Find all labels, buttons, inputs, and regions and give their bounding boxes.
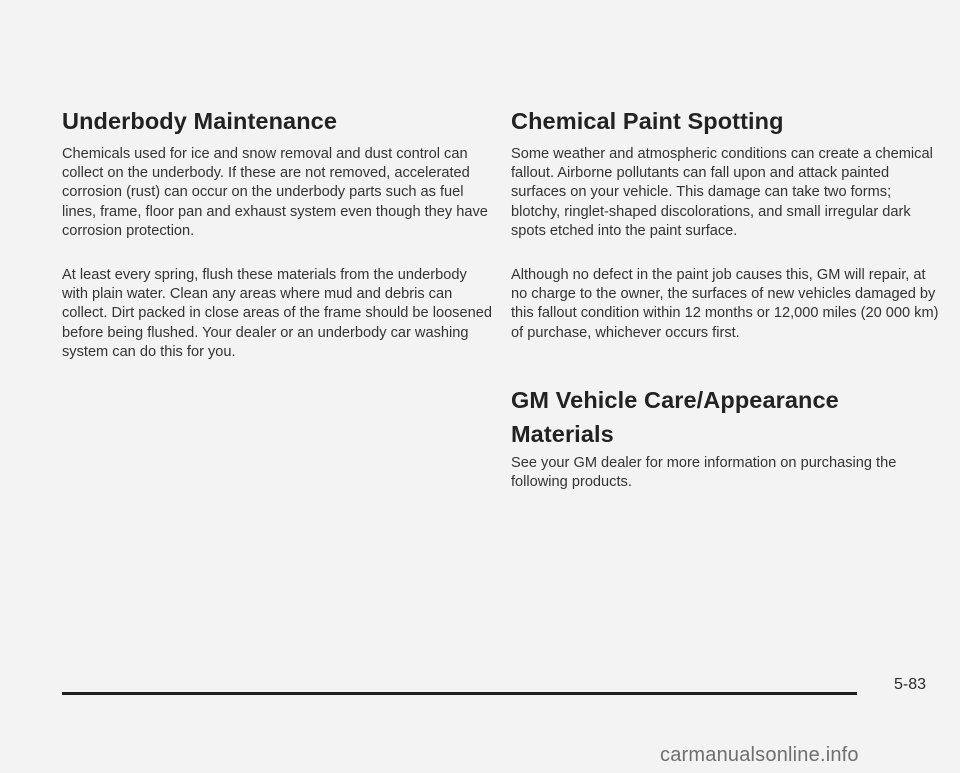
underbody-maintenance-heading: Underbody Maintenance (62, 108, 338, 134)
chemical-paragraph-2: Although no defect in the paint job causes this, GM will repair, at no charge to the owner, the surfaces of new vehicles damaged by this fallout condition within 12 months or 12,000 miles (20 000 km) of purchase, whichever occurs first. (511, 267, 939, 341)
site-watermark: carmanualsonline.info (660, 744, 859, 766)
care-materials-heading: GM Vehicle Care/Appearance Materials (511, 387, 839, 447)
underbody-paragraph-2: At least every spring, flush these materials from the underbody with plain water. Clean any areas where mud and debris can collect. Dirt packed in close areas of the frame should be loosened before being flushed. Your dealer or an underbody car washing system can do this for you. (62, 267, 492, 360)
page-number: 5-83 (894, 676, 927, 693)
chemical-paragraph-1: Some weather and atmospheric conditions can create a chemical fallout. Airborne pollutants can fall upon and attack painted surfaces on your vehicle. This damage can take two forms; blotchy, ringlet-shaped discolorations, and small irregular dark spots etched into the paint surface. (511, 146, 933, 239)
chemical-paint-spotting-heading: Chemical Paint Spotting (511, 108, 784, 134)
underbody-paragraph-1: Chemicals used for ice and snow removal and dust control can collect on the underbody. If these are not removed, accelerated corrosion (rust) can occur on the underbody parts such as fuel lines, frame, floor pan and exhaust system even though they have corrosion protection. (62, 146, 488, 239)
footer-divider (62, 692, 857, 695)
care-materials-paragraph: See your GM dealer for more information on purchasing the following products. (511, 455, 897, 491)
